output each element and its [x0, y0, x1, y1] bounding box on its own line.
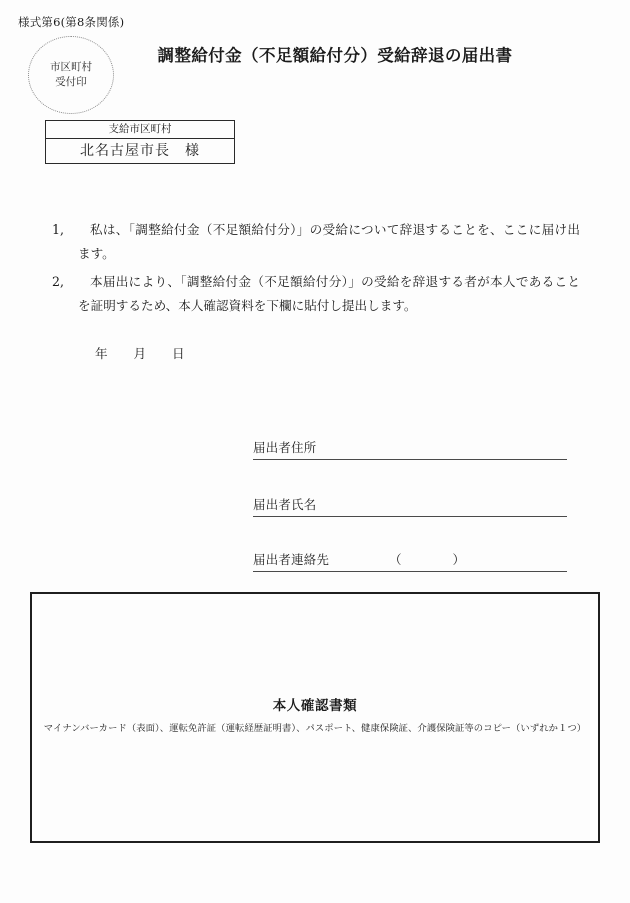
clause-marker: 2, — [52, 274, 65, 289]
applicant-contact-label: 届出者連絡先 — [253, 552, 330, 567]
identification-note: マイナンバーカード（表面）、運転免許証（運転経歴証明書）、パスポート、健康保険証、介護保険証等のコピー（いずれか１つ） — [43, 723, 587, 734]
applicant-name-field[interactable] — [253, 494, 567, 517]
date-day-label: 日 — [172, 346, 186, 361]
applicant-name-label: 届出者氏名 — [253, 497, 317, 512]
stamp-line-1: 市区町村 — [50, 60, 92, 73]
clause-item-1 — [52, 218, 580, 266]
applicant-contact-field[interactable] — [253, 549, 567, 572]
destination-table — [45, 120, 235, 164]
applicant-contact-parenthesis: （ ） — [389, 552, 466, 567]
applicant-address-field[interactable] — [253, 437, 567, 460]
date-month-label: 月 — [133, 346, 147, 361]
destination-value: 北名古屋市長 様 — [46, 139, 235, 164]
clause-item-2 — [52, 270, 580, 318]
page-title: 調整給付金（不足額給付分）受給辞退の届出書 — [157, 46, 513, 65]
clause-marker: 1, — [52, 222, 65, 237]
applicant-address-label: 届出者住所 — [253, 440, 317, 455]
form-number: 様式第6(第8条関係) — [18, 15, 125, 29]
date-entry-line[interactable] — [95, 343, 206, 362]
date-year-label: 年 — [95, 346, 109, 361]
stamp-line-2: 受付印 — [55, 76, 87, 88]
clause-text: 私は、「調整給付金（不足額給付分）」の受給について辞退することを、ここに届け出ます。 — [78, 222, 580, 262]
table-row — [46, 121, 235, 139]
table-row — [46, 139, 235, 164]
clause-text: 本届出により、「調整給付金（不足額給付分）」の受給を辞退する者が本人であることを証明するため、本人確認資料を下欄に貼付し提出します。 — [78, 274, 580, 314]
destination-header: 支給市区町村 — [46, 121, 235, 139]
identification-heading: 本人確認書類 — [272, 698, 358, 714]
identification-attachment-box[interactable] — [30, 592, 600, 843]
